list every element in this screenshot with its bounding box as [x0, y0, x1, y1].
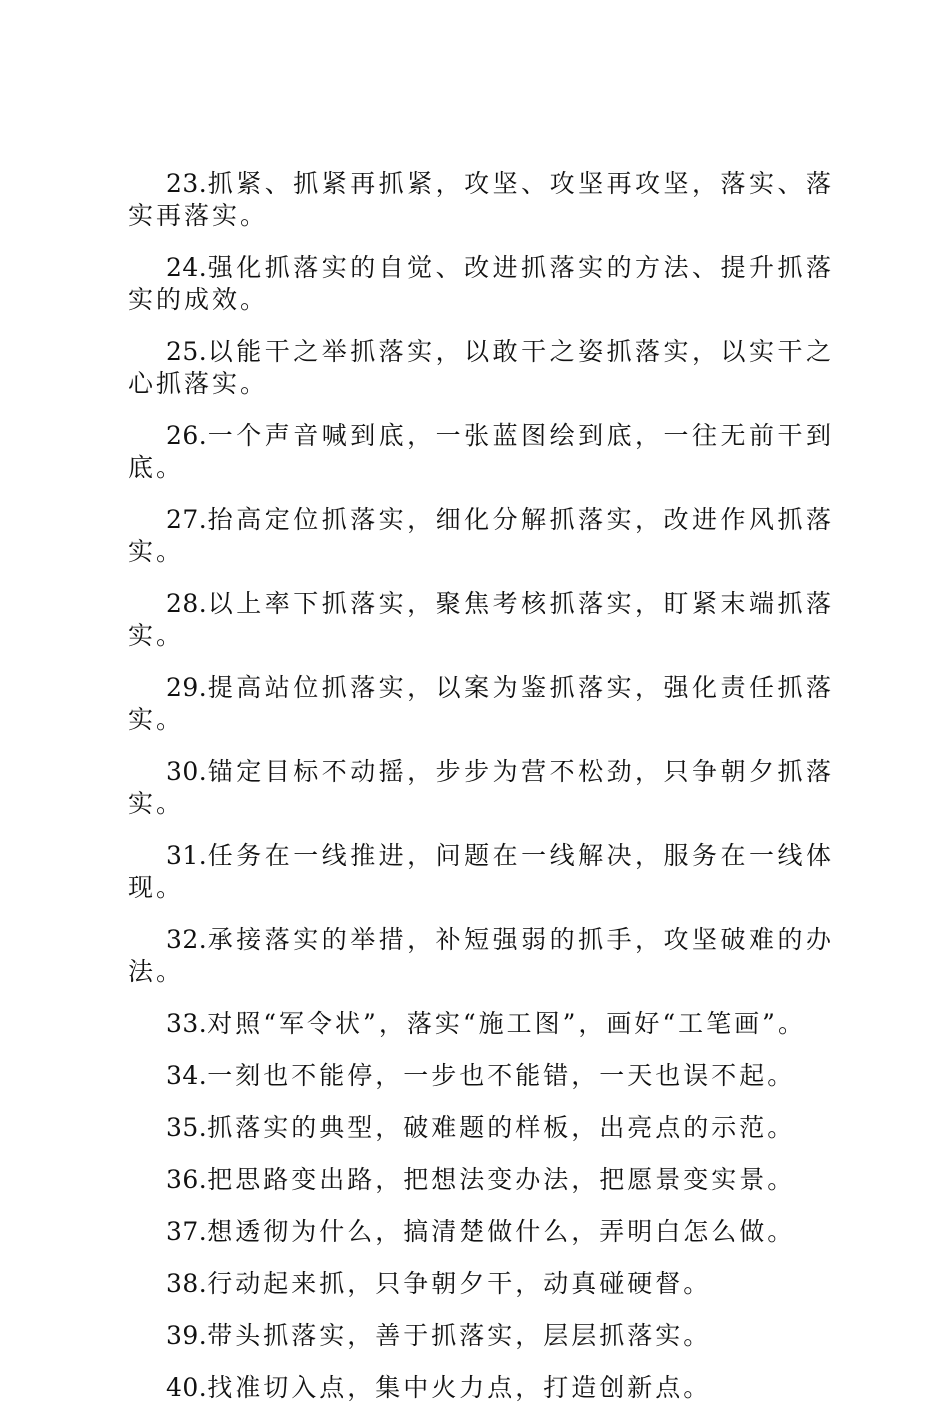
list-item-34: [128, 1060, 834, 1092]
list-item-35: [128, 1112, 834, 1144]
list-item-30: [128, 756, 834, 820]
item-text: 想透彻为什么，搞清楚做什么，弄明白怎么做。: [207, 1217, 796, 1246]
item-text: 行动起来抓，只争朝夕干，动真碰硬督。: [207, 1269, 712, 1298]
numbered-list: [128, 168, 834, 1424]
item-text: 抓落实的典型，破难题的样板，出亮点的示范。: [207, 1113, 796, 1142]
list-item-40: [128, 1372, 834, 1404]
item-number: 36.: [166, 1165, 208, 1194]
list-item-25: [128, 336, 834, 400]
item-text: 抓紧、抓紧再抓紧，攻坚、攻坚再攻坚，落实、落实再落实。: [128, 169, 834, 230]
item-text: 把思路变出路，把想法变办法，把愿景变实景。: [207, 1165, 796, 1194]
item-text: 抬高定位抓落实，细化分解抓落实，改进作风抓落实。: [128, 505, 834, 566]
list-item-28: [128, 588, 834, 652]
item-text: 锚定目标不动摇，步步为营不松劲，只争朝夕抓落实。: [128, 757, 834, 818]
item-text: 强化抓落实的自觉、改进抓落实的方法、提升抓落实的成效。: [128, 253, 834, 314]
item-number: 25.: [166, 337, 208, 366]
item-number: 26.: [166, 421, 208, 450]
item-number: 30.: [166, 757, 208, 786]
item-text: 对照“军令状”，落实“施工图”，画好“工笔画”。: [207, 1009, 806, 1038]
item-number: 40.: [166, 1373, 208, 1402]
list-item-38: [128, 1268, 834, 1300]
list-item-32: [128, 924, 834, 988]
item-text: 以能干之举抓落实，以敢干之姿抓落实，以实干之心抓落实。: [128, 337, 834, 398]
list-item-29: [128, 672, 834, 736]
list-item-23: [128, 168, 834, 232]
list-item-39: [128, 1320, 834, 1352]
list-item-31: [128, 840, 834, 904]
list-item-26: [128, 420, 834, 484]
item-number: 29.: [166, 673, 208, 702]
list-item-37: [128, 1216, 834, 1248]
item-text: 以上率下抓落实，聚焦考核抓落实，盯紧末端抓落实。: [128, 589, 834, 650]
item-number: 24.: [166, 253, 208, 282]
list-item-33: [128, 1008, 834, 1040]
item-number: 39.: [166, 1321, 208, 1350]
item-text: 提高站位抓落实，以案为鉴抓落实，强化责任抓落实。: [128, 673, 834, 734]
item-number: 33.: [166, 1009, 208, 1038]
item-text: 一刻也不能停，一步也不能错，一天也误不起。: [207, 1061, 796, 1090]
list-item-27: [128, 504, 834, 568]
item-number: 31.: [166, 841, 208, 870]
item-text: 任务在一线推进，问题在一线解决，服务在一线体现。: [128, 841, 834, 902]
item-text: 找准切入点，集中火力点，打造创新点。: [207, 1373, 712, 1402]
list-item-36: [128, 1164, 834, 1196]
item-number: 38.: [166, 1269, 208, 1298]
item-number: 28.: [166, 589, 208, 618]
item-text: 承接落实的举措，补短强弱的抓手，攻坚破难的办法。: [128, 925, 834, 986]
item-number: 23.: [166, 169, 208, 198]
item-number: 34.: [166, 1061, 208, 1090]
item-number: 32.: [166, 925, 208, 954]
item-text: 带头抓落实，善于抓落实，层层抓落实。: [207, 1321, 712, 1350]
item-number: 35.: [166, 1113, 208, 1142]
item-text: 一个声音喊到底，一张蓝图绘到底，一往无前干到底。: [128, 421, 834, 482]
list-item-24: [128, 252, 834, 316]
item-number: 37.: [166, 1217, 208, 1246]
item-number: 27.: [166, 505, 208, 534]
